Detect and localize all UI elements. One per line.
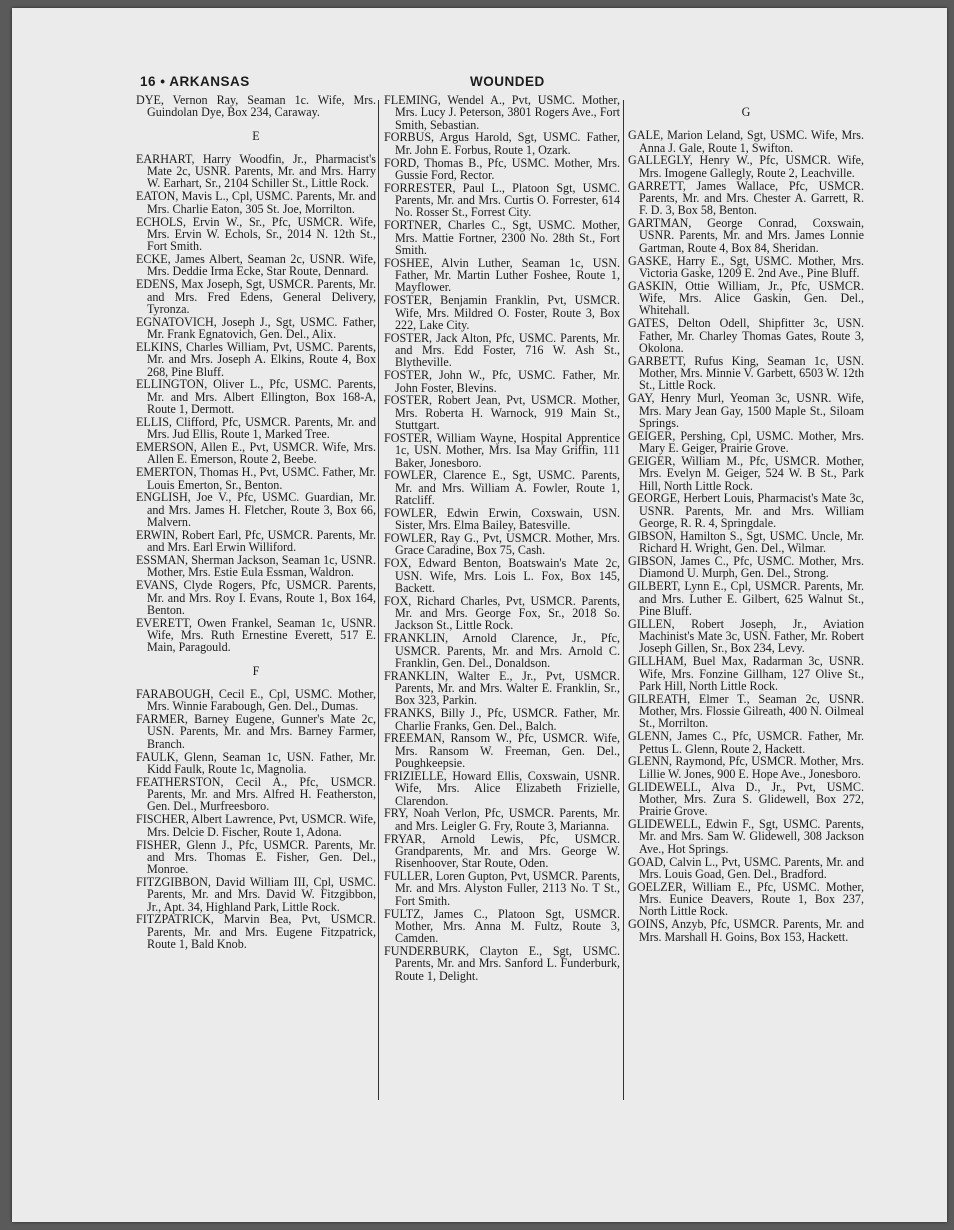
casualty-entry: GOINS, Anzyb, Pfc, USMCR. Parents, Mr. and Mrs. Marshall H. Goins, Box 153, Hackett.	[628, 917, 864, 944]
casualty-entry: FRANKLIN, Walter E., Jr., Pvt, USMCR. Parents, Mr. and Mrs. Walter E. Franklin, Sr., Box 323, Parkin.	[384, 668, 620, 708]
casualty-entry: GARRETT, James Wallace, Pfc, USMCR. Parents, Mr. and Mrs. Chester A. Garrett, R. F. D. 3, Box 58, Benton.	[628, 178, 864, 218]
casualty-entry: GIBSON, James C., Pfc, USMC. Mother, Mrs. Diamond U. Murph, Gen. Del., Strong.	[628, 554, 864, 581]
casualty-entry: FORTNER, Charles C., Sgt, USMC. Mother, Mrs. Mattie Fortner, 2300 No. 28th St., Fort Smith.	[384, 218, 620, 257]
casualty-entry: FITZGIBBON, David William III, Cpl, USMC. Parents, Mr. and Mrs. David W. Fitzgibbon, Jr., Apt. 34, Highland Park, Little Rock.	[136, 874, 376, 914]
casualty-entry: FORD, Thomas B., Pfc, USMC. Mother, Mrs. Gussie Ford, Rector.	[384, 155, 620, 182]
casualty-entry: EVERETT, Owen Frankel, Seaman 1c, USNR. Wife, Mrs. Ruth Ernestine Everett, 517 E. Main, Paragould.	[136, 615, 376, 655]
casualty-entry: EMERSON, Allen E., Pvt, USMCR. Wife, Mrs. Allen E. Emerson, Route 2, Beebe.	[136, 440, 376, 467]
casualty-entry: ELLINGTON, Oliver L., Pfc, USMC. Parents, Mr. and Mrs. Albert Ellington, Box 168-A, Route 1, Dermott.	[136, 377, 376, 416]
casualty-entry: FARABOUGH, Cecil E., Cpl, USMC. Mother, Mrs. Winnie Farabough, Gen. Del., Dumas.	[136, 686, 376, 714]
casualty-entry: FOSTER, William Wayne, Hospital Apprentice 1c, USN. Mother, Mrs. Isa May Griffin, 111 Baker, Jonesboro.	[384, 430, 620, 470]
casualty-entry: FOSTER, Jack Alton, Pfc, USMC. Parents, Mr. and Mrs. Edd Foster, 716 W. Ash St., Blytheville.	[384, 330, 620, 370]
casualty-entry: GIBSON, Hamilton S., Sgt, USMC. Uncle, Mr. Richard H. Wright, Gen. Del., Wilmar.	[628, 528, 864, 556]
casualty-entry: FOSTER, John W., Pfc, USMC. Father, Mr. John Foster, Blevins.	[384, 368, 620, 395]
casualty-entry: ESSMAN, Sherman Jackson, Seaman 1c, USNR. Mother, Mrs. Estie Eula Essman, Waldron.	[136, 553, 376, 580]
casualty-entry: FULLER, Loren Gupton, Pvt, USMCR. Parents, Mr. and Mrs. Alyston Fuller, 2113 No. T St., Fort Smith.	[384, 869, 620, 908]
casualty-entry: FRYAR, Arnold Lewis, Pfc, USMCR. Grandparents, Mr. and Mrs. George W. Risenhoover, Star Route, Oden.	[384, 831, 620, 871]
casualty-entry: FULTZ, James C., Platoon Sgt, USMCR. Mother, Mrs. Anna M. Fultz, Route 3, Camden.	[384, 906, 620, 946]
column-3	[628, 94, 864, 1194]
header-bullet: •	[160, 74, 166, 89]
casualty-entry: FRANKS, Billy J., Pfc, USMCR. Father, Mr. Charlie Franks, Gen. Del., Balch.	[384, 706, 620, 733]
casualty-entry: FOWLER, Clarence E., Sgt, USMC. Parents, Mr. and Mrs. William A. Fowler, Route 1, Ratcliff.	[384, 468, 620, 508]
document-page	[12, 8, 947, 1222]
casualty-entry: FOSHEE, Alvin Luther, Seaman 1c, USN. Father, Mr. Martin Luther Foshee, Route 1, Mayflower.	[384, 255, 620, 295]
section-title: WOUNDED	[470, 74, 545, 89]
casualty-entry: ELKINS, Charles William, Pvt, USMC. Parents, Mr. and Mrs. Joseph A. Elkins, Route 4, Box 268, Pine Bluff.	[136, 339, 376, 379]
casualty-entry: GLIDEWELL, Edwin F., Sgt, USMC. Parents, Mr. and Mrs. Sam W. Glidewell, 308 Jackson Ave., Hot Springs.	[628, 817, 864, 856]
casualty-entry: ECHOLS, Ervin W., Sr., Pfc, USMCR. Wife, Mrs. Ervin W. Echols, Sr., 2014 N. 12th St., Fort Smith.	[136, 214, 376, 254]
section-letter: G	[741, 105, 751, 119]
column-divider-1	[378, 100, 379, 1100]
casualty-entry: GILLHAM, Buel Max, Radarman 3c, USNR. Wife, Mrs. Fonzine Gillham, 127 Olive St., Park Hill, North Little Rock.	[628, 654, 864, 693]
casualty-entry: GARTMAN, George Conrad, Coxswain, USNR. Parents, Mr. and Mrs. James Lonnie Gartman, Route 4, Box 84, Sheridan.	[628, 216, 864, 255]
casualty-entry: ELLIS, Clifford, Pfc, USMCR. Parents, Mr. and Mrs. Jud Ellis, Route 1, Marked Tree.	[136, 414, 376, 442]
casualty-entry: GEORGE, Herbert Louis, Pharmacist's Mate 3c, USNR. Parents, Mr. and Mrs. William George, R. R. 4, Springdale.	[628, 491, 864, 531]
casualty-entry: ERWIN, Robert Earl, Pfc, USMCR. Parents, Mr. and Mrs. Earl Erwin Williford.	[136, 527, 376, 555]
state-name: ARKANSAS	[169, 74, 250, 89]
casualty-entry: GATES, Delton Odell, Shipfitter 3c, USN. Father, Mr. Charley Thomas Gates, Route 3, Okolona.	[628, 316, 864, 355]
casualty-entry: FITZPATRICK, Marvin Bea, Pvt, USMCR. Parents, Mr. and Mrs. Eugene Fitzpatrick, Route 1, Bald Knob.	[136, 912, 376, 952]
casualty-entry: EMERTON, Thomas H., Pvt, USMC. Father, Mr. Louis Emerton, Sr., Benton.	[136, 465, 376, 492]
section-letter: E	[252, 128, 260, 143]
casualty-entry: EATON, Mavis L., Cpl, USMC. Parents, Mr. and Mrs. Charlie Eaton, 305 St. Joe, Morrilton.	[136, 189, 376, 216]
casualty-entry: GALLEGLY, Henry W., Pfc, USMCR. Wife, Mrs. Imogene Gallegly, Route 2, Leachville.	[628, 153, 864, 180]
casualty-entry: GALE, Marion Leland, Sgt, USMC. Wife, Mrs. Anna J. Gale, Route 1, Swifton.	[628, 128, 864, 155]
casualty-entry: ECKE, James Albert, Seaman 2c, USNR. Wife, Mrs. Deddie Irma Ecke, Star Route, Dennard.	[136, 252, 376, 279]
casualty-entry: FOX, Richard Charles, Pvt, USMCR. Parents, Mr. and Mrs. George Fox, Sr., 2018 So. Jackson St., Little Rock.	[384, 593, 620, 633]
casualty-entry: FRY, Noah Verlon, Pfc, USMCR. Parents, Mr. and Mrs. Leigler G. Fry, Route 3, Marianna.	[384, 806, 620, 833]
casualty-entry: FOWLER, Ray G., Pvt, USMCR. Mother, Mrs. Grace Caradine, Box 75, Cash.	[384, 531, 620, 558]
casualty-entry: GAY, Henry Murl, Yeoman 3c, USNR. Wife, Mrs. Mary Jean Gay, 1500 Maple St., Siloam Springs.	[628, 391, 864, 430]
casualty-entry: DYE, Vernon Ray, Seaman 1c. Wife, Mrs. Guindolan Dye, Box 234, Caraway.	[136, 94, 376, 120]
casualty-entry: GILBERT, Lynn E., Cpl, USMCR. Parents, Mr. and Mrs. Luther E. Gilbert, 625 Walnut St., Pine Bluff.	[628, 579, 864, 618]
casualty-entry: GEIGER, Pershing, Cpl, USMC. Mother, Mrs. Mary E. Geiger, Prairie Grove.	[628, 428, 864, 456]
casualty-entry: GOAD, Calvin L., Pvt, USMC. Parents, Mr. and Mrs. Louis Goad, Gen. Del., Bradford.	[628, 854, 864, 881]
casualty-entry: FORBUS, Argus Harold, Sgt, USMC. Father, Mr. John E. Forbus, Route 1, Ozark.	[384, 130, 620, 157]
column-divider-2	[623, 100, 624, 1100]
casualty-entry: GILREATH, Elmer T., Seaman 2c, USNR. Mother, Mrs. Flossie Gilreath, 400 N. Oilmeal St., Morrilton.	[628, 691, 864, 731]
page-number: 16	[140, 74, 157, 89]
section-letter: F	[252, 663, 260, 678]
casualty-entry: GASKIN, Ottie William, Jr., Pfc, USMCR. Wife, Mrs. Alice Gaskin, Gen. Del., Whitehall.	[628, 278, 864, 318]
casualty-entry: GLIDEWELL, Alva D., Jr., Pvt, USMC. Mother, Mrs. Zura S. Glidewell, Box 272, Prairie Grove.	[628, 779, 864, 819]
column-1	[136, 94, 376, 1194]
casualty-entry: GOELZER, William E., Pfc, USMC. Mother, Mrs. Eunice Deavers, Route 1, Box 237, North Little Rock.	[628, 879, 864, 919]
casualty-entry: FAULK, Glenn, Seaman 1c, USN. Father, Mr. Kidd Faulk, Route 1c, Magnolia.	[136, 749, 376, 776]
page-header-left	[140, 74, 250, 89]
casualty-entry: GLENN, Raymond, Pfc, USMCR. Mother, Mrs. Lillie W. Jones, 900 E. Hope Ave., Jonesboro.	[628, 754, 864, 781]
casualty-entry: FOX, Edward Benton, Boatswain's Mate 2c, USN. Wife, Mrs. Lois L. Fox, Box 145, Backett.	[384, 556, 620, 595]
casualty-entry: EARHART, Harry Woodfin, Jr., Pharmacist's Mate 2c, USNR. Parents, Mr. and Mrs. Harry W. Earhart, Sr., 2104 Schiller St., Little Rock.	[136, 151, 376, 191]
casualty-entry: FOWLER, Edwin Erwin, Coxswain, USN. Sister, Mrs. Elma Bailey, Batesville.	[384, 505, 620, 533]
casualty-entry: FLEMING, Wendel A., Pvt, USMC. Mother, Mrs. Lucy J. Peterson, 3801 Rogers Ave., Fort Smith, Sebastian.	[384, 94, 620, 132]
casualty-entry: FREEMAN, Ransom W., Pfc, USMCR. Wife, Mrs. Ransom W. Freeman, Gen. Del., Poughkeepsie.	[384, 731, 620, 771]
casualty-entry: GEIGER, William M., Pfc, USMCR. Mother, Mrs. Evelyn M. Geiger, 524 W. B St., Park Hill, North Little Rock.	[628, 453, 864, 493]
casualty-entry: FORRESTER, Paul L., Platoon Sgt, USMC. Parents, Mr. and Mrs. Curtis O. Forrester, 614 No. Rosser St., Forrest City.	[384, 180, 620, 220]
casualty-entry: GASKE, Harry E., Sgt, USMC. Mother, Mrs. Victoria Gaske, 1209 E. 2nd Ave., Pine Bluff.	[628, 253, 864, 280]
casualty-entry: EGNATOVICH, Joseph J., Sgt, USMC. Father, Mr. Frank Egnatovich, Gen. Del., Alix.	[136, 314, 376, 342]
casualty-entry: GLENN, James C., Pfc, USMCR. Father, Mr. Pettus L. Glenn, Route 2, Hackett.	[628, 729, 864, 756]
casualty-entry: EDENS, Max Joseph, Sgt, USMCR. Parents, Mr. and Mrs. Fred Edens, General Delivery, Tyronza.	[136, 277, 376, 316]
page-header	[140, 74, 875, 96]
casualty-entry: FRIZIELLE, Howard Ellis, Coxswain, USNR. Wife, Mrs. Alice Elizabeth Frizielle, Clarendon.	[384, 768, 620, 808]
casualty-entry: FARMER, Barney Eugene, Gunner's Mate 2c, USN. Parents, Mr. and Mrs. Barney Farmer, Branch.	[136, 712, 376, 751]
casualty-entry: FUNDERBURK, Clayton E., Sgt, USMC. Parents, Mr. and Mrs. Sanford L. Funderburk, Route 1, Delight.	[384, 944, 620, 983]
column-2	[384, 94, 620, 1194]
casualty-entry: ENGLISH, Joe V., Pfc, USMC. Guardian, Mr. and Mrs. James H. Fletcher, Route 3, Box 66, Malvern.	[136, 490, 376, 530]
casualty-entry: GILLEN, Robert Joseph, Jr., Aviation Machinist's Mate 3c, USN. Father, Mr. Robert Joseph Gillen, Sr., Box 234, Levy.	[628, 616, 864, 656]
casualty-entry: FOSTER, Robert Jean, Pvt, USMCR. Mother, Mrs. Roberta H. Warnock, 919 Main St., Stuttgart.	[384, 393, 620, 433]
casualty-entry: FRANKLIN, Arnold Clarence, Jr., Pfc, USMCR. Parents, Mr. and Mrs. Arnold C. Franklin, Gen. Del., Donaldson.	[384, 631, 620, 670]
casualty-entry: FEATHERSTON, Cecil A., Pfc, USMCR. Parents, Mr. and Mrs. Alfred H. Featherston, Gen. Del., Murfreesboro.	[136, 774, 376, 814]
casualty-entry: EVANS, Clyde Rogers, Pfc, USMCR. Parents, Mr. and Mrs. Roy I. Evans, Route 1, Box 164, Benton.	[136, 578, 376, 617]
casualty-entry: FOSTER, Benjamin Franklin, Pvt, USMCR. Wife, Mrs. Mildred O. Foster, Route 3, Box 222, Lake City.	[384, 293, 620, 332]
casualty-entry: FISCHER, Albert Lawrence, Pvt, USMCR. Wife, Mrs. Delcie D. Fischer, Route 1, Adona.	[136, 812, 376, 839]
casualty-entry: FISHER, Glenn J., Pfc, USMCR. Parents, Mr. and Mrs. Thomas E. Fisher, Gen. Del., Monroe.	[136, 837, 376, 877]
casualty-entry: GARBETT, Rufus King, Seaman 1c, USN. Mother, Mrs. Minnie V. Garbett, 6503 W. 12th St., Little Rock.	[628, 353, 864, 393]
